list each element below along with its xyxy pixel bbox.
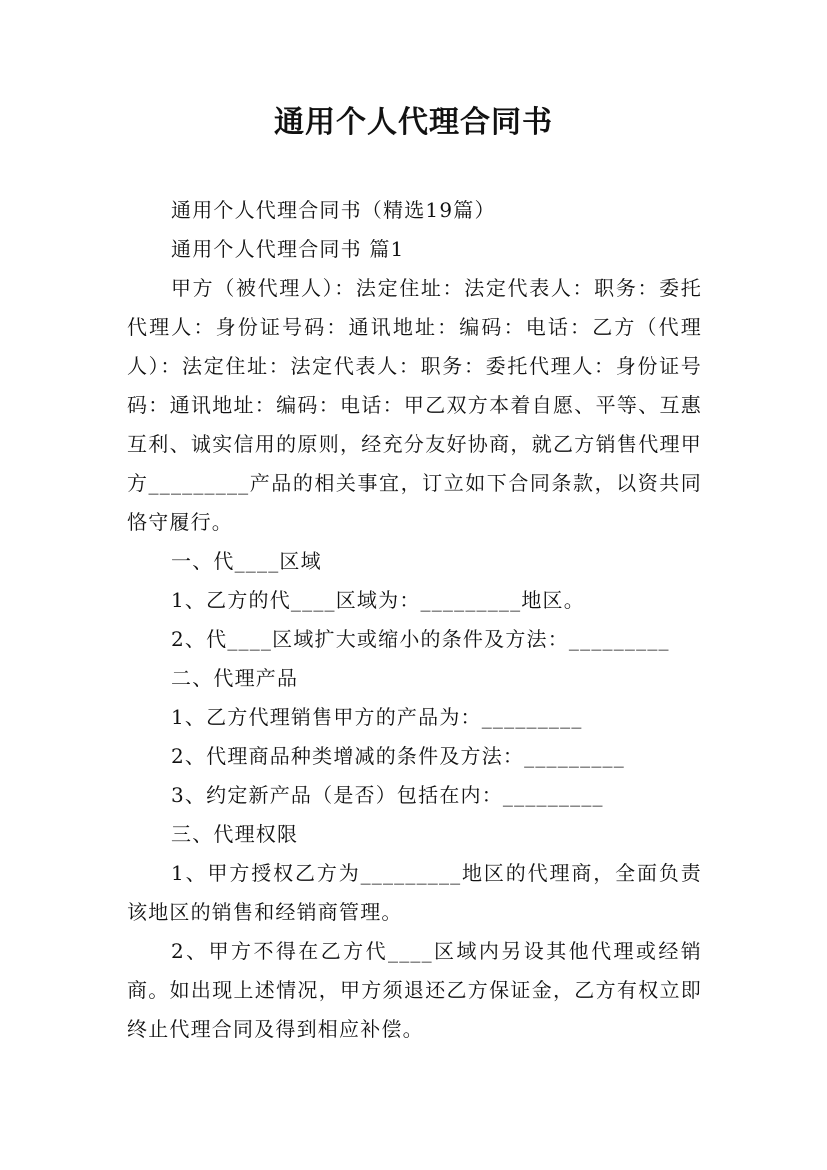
paragraph-chapter: 通用个人代理合同书 篇1: [171, 237, 405, 261]
section-heading-products: 二、代理产品: [171, 666, 299, 690]
paragraph-subtitle: 通用个人代理合同书（精选19篇）: [171, 198, 496, 222]
paragraph-region-2: 2、代____区域扩大或缩小的条件及方法：_________: [171, 627, 670, 651]
paragraph-parties: 甲方（被代理人）：法定住址：法定代表人：职务：委托代理人：身份证号码：通讯地址：编码：电话：乙方（代理人）：法定住址：法定代表人：职务：委托代理人：身份证号码：通讯地址：编码：电话：甲乙双方本着自愿、平等、互惠互利、诚实信用的原则，经充分友好协商，就乙方销售代理甲方_________产品的相关事宜，订立如下合同条款，以资共同恪守履行。: [127, 276, 702, 534]
document-body: [127, 191, 702, 1049]
paragraph-authority-2: 2、甲方不得在乙方代____区域内另设其他代理或经销商。如出现上述情况，甲方须退还乙方保证金，乙方有权立即终止代理合同及得到相应补偿。: [127, 939, 702, 1041]
document-title: 通用个人代理合同书: [274, 105, 553, 140]
section-heading-authority: 三、代理权限: [171, 822, 299, 846]
paragraph-products-2: 2、代理商品种类增减的条件及方法：_________: [171, 744, 625, 768]
paragraph-authority-1: 1、甲方授权乙方为_________地区的代理商，全面负责该地区的销售和经销商管理。: [127, 861, 702, 924]
paragraph-products-3: 3、约定新产品（是否）包括在内：_________: [171, 783, 604, 807]
section-heading-region: 一、代____区域: [171, 549, 322, 573]
paragraph-products-1: 1、乙方代理销售甲方的产品为：_________: [171, 705, 583, 729]
paragraph-region-1: 1、乙方的代____区域为：_________地区。: [171, 588, 585, 612]
